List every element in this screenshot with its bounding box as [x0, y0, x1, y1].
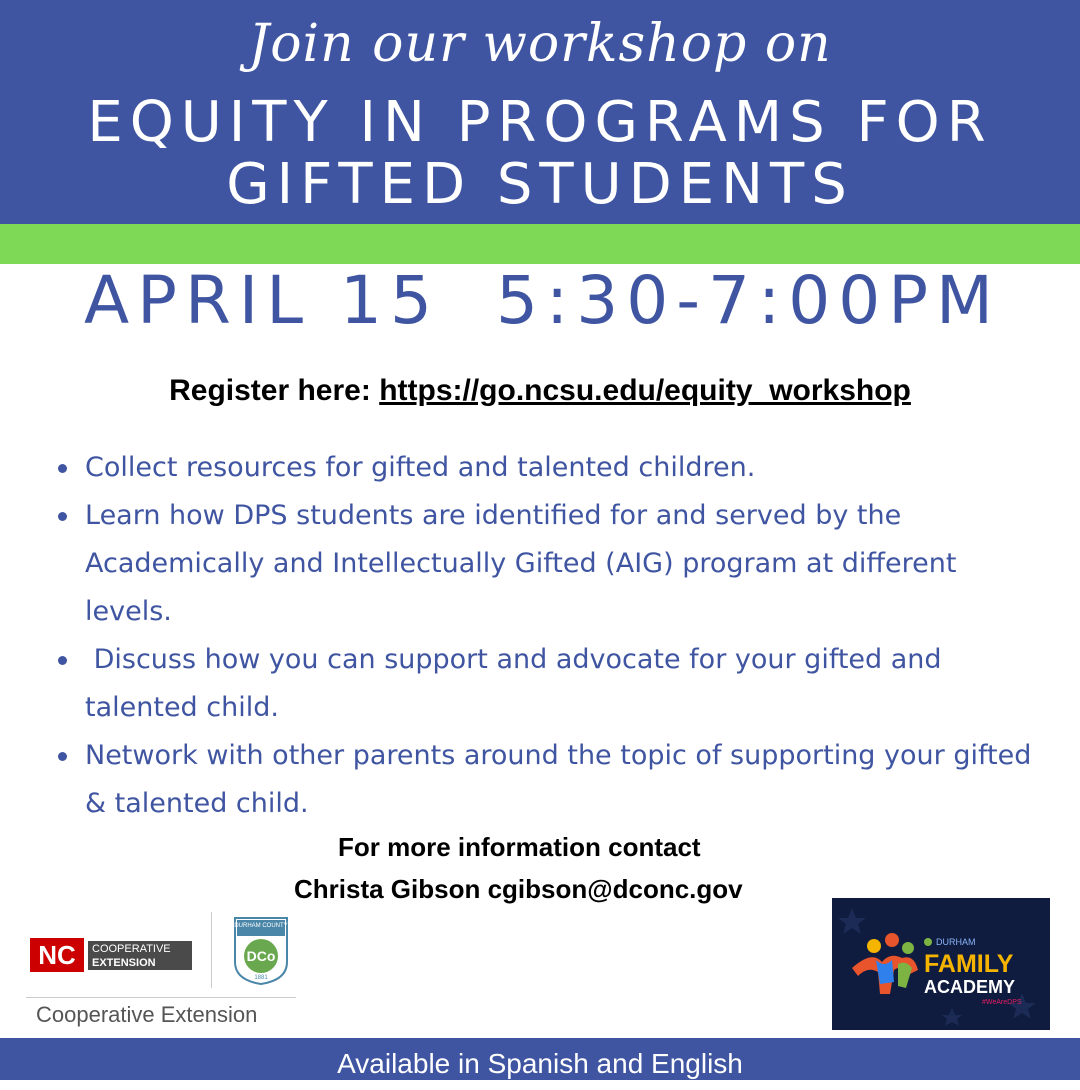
- header-banner: [0, 0, 1080, 224]
- family-academy-tag: #WeAreDPS: [982, 999, 1022, 1006]
- list-item-text: Network with other parents around the topic of supporting your gifted & talented child.: [85, 740, 1032, 819]
- list-item: [58, 444, 1048, 492]
- family-academy-title-2: ACADEMY: [924, 977, 1016, 997]
- nc-extension-wordmark: [88, 941, 192, 970]
- register-line: [0, 374, 1080, 408]
- footer-banner: [0, 1038, 1080, 1080]
- contact-heading: For more information contact: [338, 832, 701, 862]
- event-datetime: [84, 262, 1074, 339]
- list-item-text: Discuss how you can support and advocate for your gifted and talented child.: [85, 644, 951, 723]
- family-academy-logo: [832, 898, 1050, 1030]
- family-academy-emblem-icon: [832, 898, 1050, 1030]
- nc-line-1: COOPERATIVE: [92, 943, 171, 955]
- event-date: APRIL 15: [84, 262, 441, 339]
- logo-rule: [26, 997, 296, 998]
- family-academy-org: DURHAM: [936, 937, 976, 947]
- bullet-icon: [58, 512, 67, 521]
- list-item: [58, 636, 1048, 732]
- family-academy-title-1: FAMILY: [924, 950, 1014, 978]
- topics-list: [58, 444, 1048, 828]
- footer-text: Available in Spanish and English: [337, 1048, 743, 1079]
- accent-band: [0, 224, 1080, 264]
- bullet-icon: [58, 464, 67, 473]
- list-item-text: Collect resources for gifted and talented children.: [85, 452, 756, 483]
- event-time: 5:30-7:00PM: [496, 262, 1001, 339]
- nc-badge: NC: [30, 938, 84, 972]
- contact-details: Christa Gibson cgibson@dconc.gov: [294, 874, 743, 904]
- register-link[interactable]: https://go.ncsu.edu/equity_workshop: [379, 374, 911, 407]
- nc-line-2: EXTENSION: [92, 957, 156, 969]
- logo-divider: [211, 912, 212, 988]
- durham-county-shield-icon: [231, 916, 291, 986]
- durham-top-text: DURHAM COUNTY: [234, 923, 288, 929]
- durham-year-text: 1881: [254, 975, 268, 981]
- bullet-icon: [58, 656, 67, 665]
- list-item-text: Learn how DPS students are identified for and served by the Academically and Intellectually Gifted (AIG) program at different levels.: [85, 500, 957, 627]
- workshop-intro-script: Join our workshop on: [248, 14, 832, 74]
- list-item: [58, 492, 1048, 636]
- register-label: Register here:: [169, 374, 371, 407]
- nc-extension-logo: [30, 938, 195, 974]
- workshop-title-line-2: GIFTED STUDENTS: [226, 152, 854, 217]
- bullet-icon: [58, 752, 67, 761]
- list-item: [58, 732, 1048, 828]
- durham-mark-text: DCo: [246, 948, 276, 964]
- cooperative-extension-caption: Cooperative Extension: [36, 1002, 258, 1027]
- durham-county-logo: [231, 916, 291, 986]
- workshop-title-line-1: EQUITY IN PROGRAMS FOR: [87, 90, 993, 155]
